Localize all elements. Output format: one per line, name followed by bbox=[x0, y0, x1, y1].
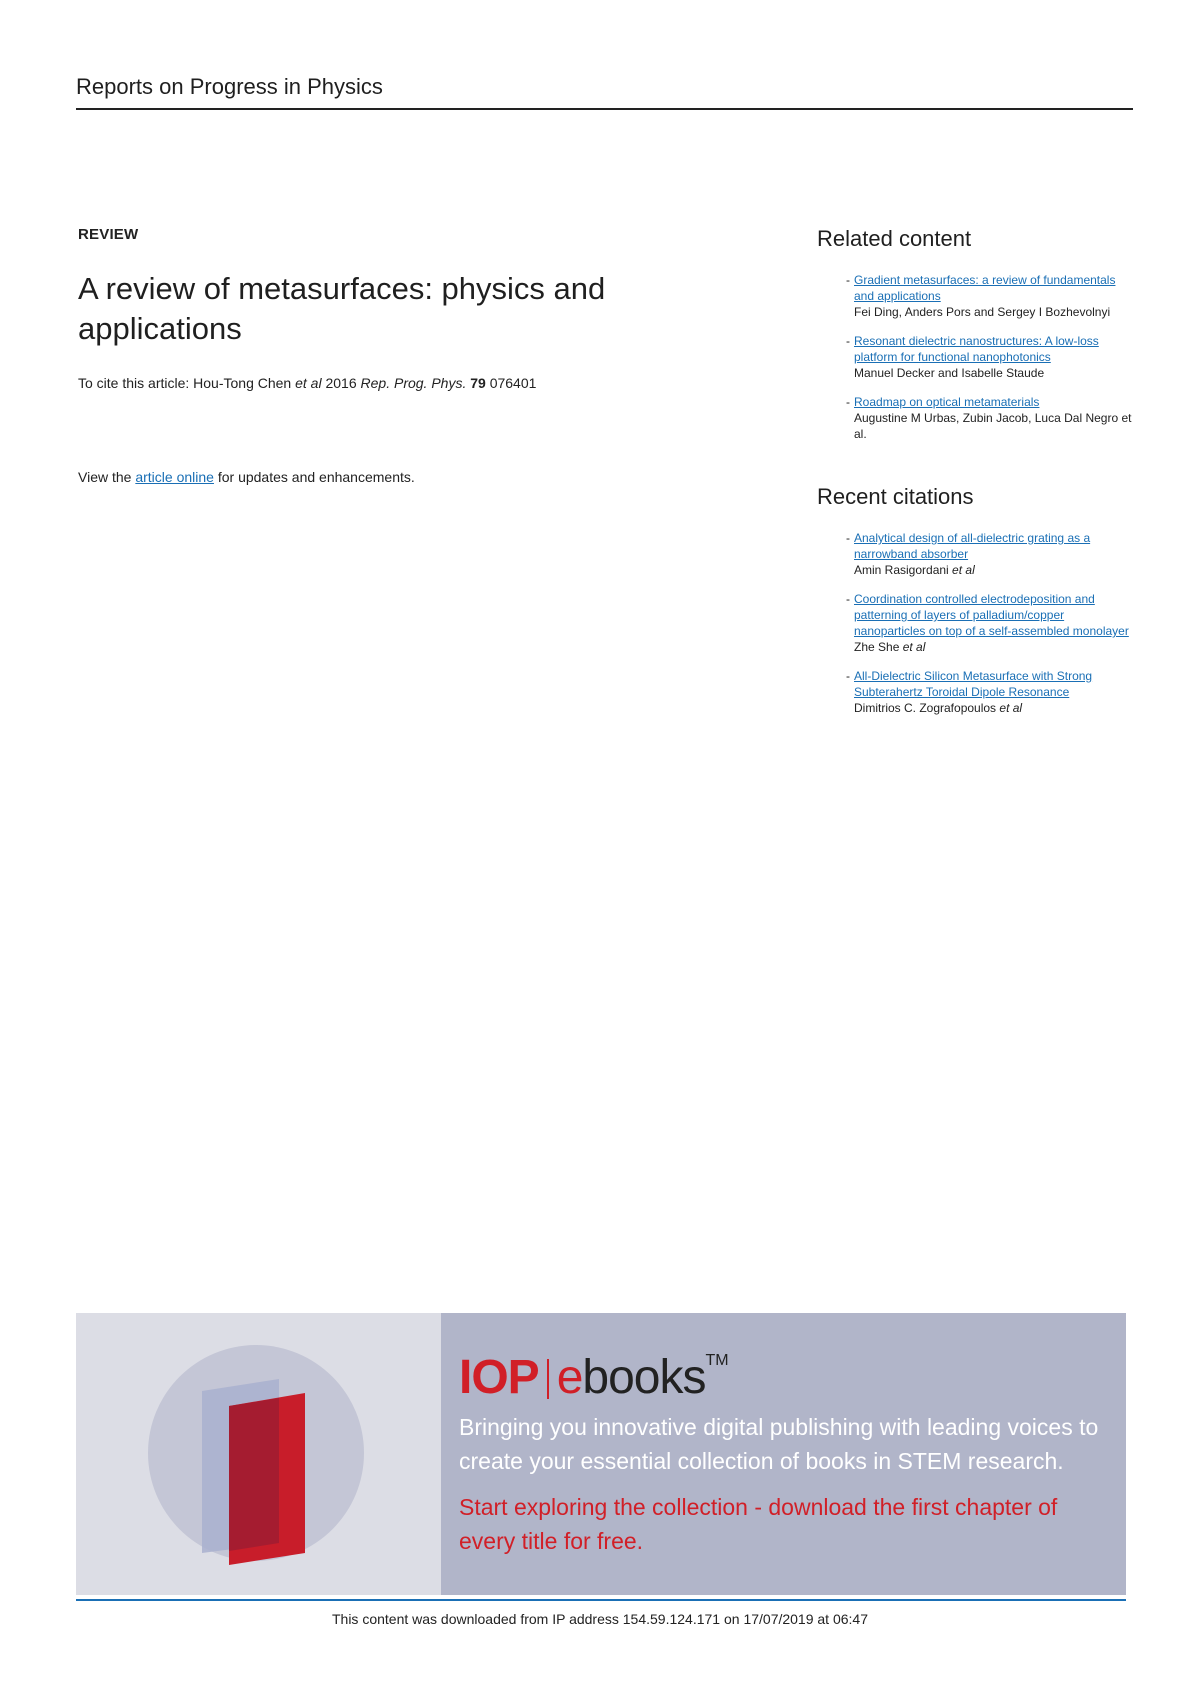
related-content-list bbox=[817, 272, 1135, 442]
cite-etal: et al bbox=[295, 375, 322, 391]
logo-ebooks bbox=[557, 1351, 706, 1404]
cite-volume: 79 bbox=[470, 375, 486, 391]
cite-year: 2016 bbox=[321, 375, 361, 391]
citation-item bbox=[817, 591, 1135, 655]
related-content-heading: Related content bbox=[817, 226, 972, 251]
related-item bbox=[817, 394, 1135, 442]
article-info bbox=[78, 226, 718, 485]
cite-journal: Rep. Prog. Phys. bbox=[360, 375, 467, 391]
citation-item bbox=[817, 530, 1135, 578]
list-dash: - bbox=[846, 669, 850, 683]
cite-prefix: To cite this article: Hou-Tong Chen bbox=[78, 375, 296, 391]
section-label: REVIEW bbox=[78, 226, 139, 243]
citation-item-link[interactable]: All-Dielectric Silicon Metasurface with Strong Subterahertz Toroidal Dipole Resonance bbox=[854, 669, 1093, 699]
citation-item-authors: Zhe She bbox=[854, 640, 903, 654]
advert-text-panel bbox=[441, 1313, 1126, 1595]
related-item bbox=[817, 272, 1135, 320]
citation-item-link[interactable]: Analytical design of all-dielectric grating as a narrowband absorber bbox=[854, 531, 1091, 561]
cite-article-number: 076401 bbox=[485, 375, 537, 391]
list-dash: - bbox=[846, 273, 850, 287]
citation-item-etal: et al bbox=[902, 640, 926, 654]
citation-item bbox=[817, 668, 1135, 716]
citation-item-authors: Amin Rasigordani bbox=[854, 563, 953, 577]
related-item-authors: Manuel Decker and Isabelle Staude bbox=[854, 366, 1045, 380]
book-icon bbox=[76, 1313, 441, 1595]
advert-tagline: Bringing you innovative digital publishing with leading voices to create your essential collection of books in STEM research. bbox=[459, 1414, 1099, 1474]
recent-citations-list bbox=[817, 530, 1135, 716]
related-item bbox=[817, 333, 1135, 381]
iop-ebooks-logo bbox=[459, 1333, 729, 1406]
download-footer: This content was downloaded from IP address 154.59.124.171 on 17/07/2019 at 06:47 bbox=[331, 1611, 868, 1627]
article-title: A review of metasurfaces: physics and applications bbox=[78, 271, 606, 346]
related-item-authors: Fei Ding, Anders Pors and Sergey I Bozhevolnyi bbox=[854, 305, 1111, 319]
citation-item-authors: Dimitrios C. Zografopoulos bbox=[854, 701, 1000, 715]
footer-divider bbox=[76, 1599, 1126, 1601]
journal-header: Reports on Progress in Physics bbox=[76, 74, 1133, 110]
advert-call-to-action: Start exploring the collection - download the first chapter of every title for free. bbox=[459, 1494, 1058, 1554]
sidebar bbox=[817, 226, 1135, 729]
logo-e: e bbox=[556, 1351, 583, 1404]
list-dash: - bbox=[846, 334, 850, 348]
citation-item-link[interactable]: Coordination controlled electrodeposition and patterning of layers of palladium/copper nanoparticles on top of a self-assembled monolayer bbox=[854, 592, 1129, 638]
view-prefix: View the bbox=[78, 469, 136, 485]
list-dash: - bbox=[846, 531, 850, 545]
citation-item-etal: et al bbox=[999, 701, 1023, 715]
advert-graphic-panel bbox=[76, 1313, 441, 1595]
logo-trademark: TM bbox=[705, 1352, 729, 1369]
related-item-link[interactable]: Gradient metasurfaces: a review of fundamentals and applications bbox=[854, 273, 1116, 303]
recent-citations-heading: Recent citations bbox=[817, 484, 974, 509]
logo-separator bbox=[547, 1359, 549, 1399]
related-item-link[interactable]: Resonant dielectric nanostructures: A low-loss platform for functional nanophotonics bbox=[854, 334, 1099, 364]
view-online-line bbox=[78, 469, 718, 485]
iop-ebooks-advert[interactable] bbox=[76, 1313, 1126, 1595]
list-dash: - bbox=[846, 592, 850, 606]
citation-item-etal: et al bbox=[952, 563, 975, 577]
related-item-link[interactable]: Roadmap on optical metamaterials bbox=[854, 395, 1040, 409]
view-suffix: for updates and enhancements. bbox=[213, 469, 415, 485]
related-item-authors: Augustine M Urbas, Zubin Jacob, Luca Dal Negro et al. bbox=[854, 411, 1132, 441]
recent-citations-section bbox=[817, 484, 1135, 716]
citation-line bbox=[78, 375, 718, 391]
logo-books: books bbox=[582, 1351, 706, 1404]
article-online-link[interactable]: article online bbox=[135, 469, 214, 485]
list-dash: - bbox=[846, 395, 850, 409]
logo-iop: IOP bbox=[459, 1351, 539, 1404]
